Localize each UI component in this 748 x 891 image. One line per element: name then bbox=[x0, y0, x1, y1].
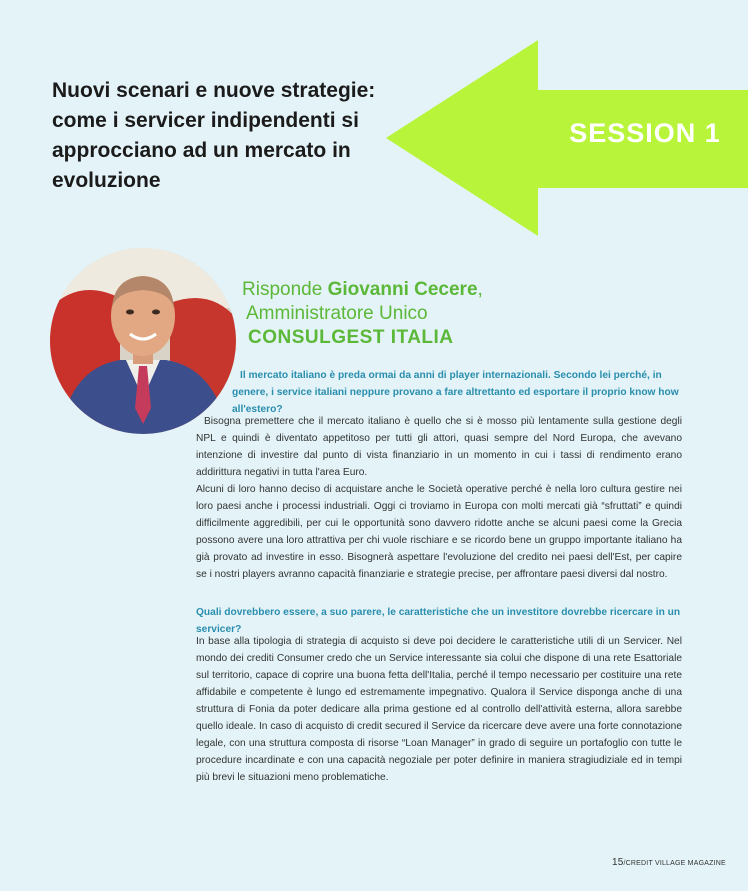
article-title: Nuovi scenari e nuove strategie: come i servicer indipendenti si approcciano ad un mercato in evoluzione bbox=[52, 79, 376, 192]
answer-1-paragraph: Alcuni di loro hanno deciso di acquistare anche le Società operative perché è nella loro cultura gestire nei loro paesi anche i processi industriali. Oggi ci troviamo in Europa con molti mercati già “sfruttati” e quindi difficilmente aggredibili, per cui le opportunità sono davvero ridotte anche se alcuni paesi come la Grecia possono avere una loro attrattiva per chi vuole rischiare e se ricordo bene un gruppo importante italiano ha già provato ad investire in esso. Bisognerà aspettare l'evoluzione del credito nei paesi dell'Est, per capire se i nostri players avranno capacità finanziarie e strategie precise, per affrontare paesi diversi dal nostro. bbox=[196, 484, 682, 580]
responder-block bbox=[242, 278, 562, 350]
portrait-photo bbox=[50, 248, 236, 434]
answer-1-paragraph: Bisogna premettere che il mercato italiano è quello che si è mosso più lentamente sulla gestione degli NPL e quindi è diventato appetitoso per tutti gli attori, quasi sempre del Nord Europa, che avevano intenzione di investire dal punto di vista finanziario in un momento in cui i tassi di rendimento erano addirittura negativi in tutta l'area Euro. bbox=[196, 416, 682, 478]
responder-suffix: , bbox=[477, 279, 483, 300]
question-2: Quali dovrebbero essere, a suo parere, le caratteristiche che un investitore dovrebbe ricercare in un servicer? bbox=[196, 607, 681, 635]
question-1: Il mercato italiano è preda ormai da anni di player internazionali. Secondo lei perché, in genere, i service italiani neppure provano a fare altrettanto ed esportare il proprio know how all'estero? bbox=[232, 370, 679, 415]
responder-prefix: Risponde bbox=[242, 279, 328, 300]
answer-1 bbox=[196, 413, 682, 583]
page-number: 15 bbox=[612, 857, 624, 868]
session-label: SESSION 1 bbox=[569, 118, 721, 148]
responder-role: Amministratore Unico bbox=[246, 303, 428, 324]
responder-company: CONSULGEST ITALIA bbox=[248, 327, 454, 348]
responder-name: Giovanni Cecere bbox=[327, 279, 478, 300]
publication-name: /CREDIT VILLAGE MAGAZINE bbox=[623, 860, 726, 867]
answer-2-paragraph: In base alla tipologia di strategia di acquisto si deve poi decidere le caratteristiche utili di un Servicer. Nel mondo dei crediti Consumer credo che un Service interessante sia colui che dispone di una rete Esattoriale sul territorio, capace di coprire una buona fetta dell'Italia, perché il tempo necessario per costituire una rete affidabile e competente è lungo ed estremamente impegnativo. Qualora il Service disponga anche di una struttura di Fonia da poter dedicare alla prima gestione ed al controllo dell'attività esterna, allora sarebbe quello ideale. In caso di acquisto di credit secured il Service da ricercare deve avere una forte connotazione legale, con una struttura composta di risorse “Loan Manager” in grado di seguire un portafoglio con tutte le procedure incardinate e con una capacità negoziale per poter definire in maniera stragiudiziale ed in tempi più brevi le situazioni meno problematiche. bbox=[196, 636, 682, 783]
page-footer bbox=[612, 857, 726, 868]
answer-2 bbox=[196, 633, 682, 786]
